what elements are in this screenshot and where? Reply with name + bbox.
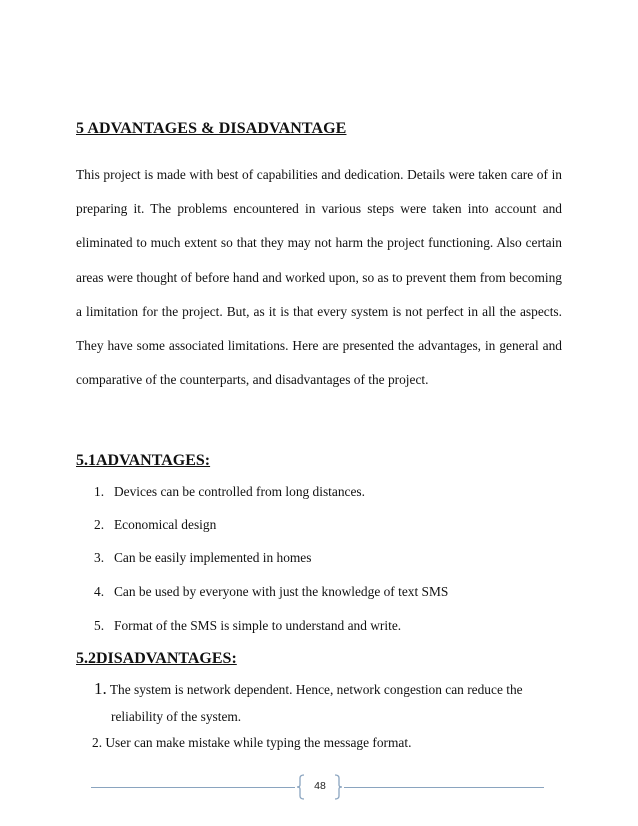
right-bracket-icon: [333, 774, 343, 800]
list-item: [94, 583, 448, 601]
list-item-number: 1.: [94, 484, 105, 499]
intro-paragraph: This project is made with best of capabilities and dedication. Details were taken care of in preparing it. The problems encountered in various steps were taken into account and eliminated to much extent so that they may not harm the project functioning. Also certain areas were thought of before hand and worked upon, so as to prevent them from becoming a limitation for the project. But, as it is that every system is not perfect in all the aspects. They have some associated limitations. Here are presented the advantages, in general and comparative of the counterparts, and disadvantages of the project.: [76, 167, 562, 388]
list-item-text: Can be easily implemented in homes: [114, 550, 312, 565]
disadvantage-item-1: [94, 680, 523, 699]
section-heading: 5 ADVANTAGES & DISADVANTAGE: [76, 120, 347, 137]
list-item: [94, 483, 365, 501]
list-item-text: Economical design: [114, 517, 217, 532]
list-item: [94, 516, 216, 534]
list-item: [94, 617, 401, 635]
disadvantage-item-2: 2. User can make mistake while typing the message format.: [92, 735, 412, 750]
list-item-text: The system is network dependent. Hence, network congestion can reduce the: [106, 682, 523, 697]
page-footer: [0, 772, 638, 804]
list-item-number: 1.: [94, 679, 107, 698]
list-item-number: 3.: [94, 550, 105, 565]
list-item-text: Format of the SMS is simple to understand and write.: [114, 618, 402, 633]
list-item-number: 5.: [94, 618, 105, 633]
disadvantages-heading: 5.2DISADVANTAGES:: [76, 650, 237, 667]
disadvantage-item-1-continuation: reliability of the system.: [111, 709, 242, 724]
footer-rule-left: [91, 787, 295, 788]
list-item-number: 4.: [94, 584, 105, 599]
list-item-text: Devices can be controlled from long distances.: [114, 484, 365, 499]
advantages-heading: 5.1ADVANTAGES:: [76, 452, 211, 469]
list-item-number: 2.: [94, 517, 105, 532]
page-number: 48: [314, 780, 326, 792]
list-item: [94, 549, 311, 567]
footer-rule-right: [344, 787, 544, 788]
list-item-text: Can be used by everyone with just the knowledge of text SMS: [114, 584, 449, 599]
left-bracket-icon: [296, 774, 306, 800]
